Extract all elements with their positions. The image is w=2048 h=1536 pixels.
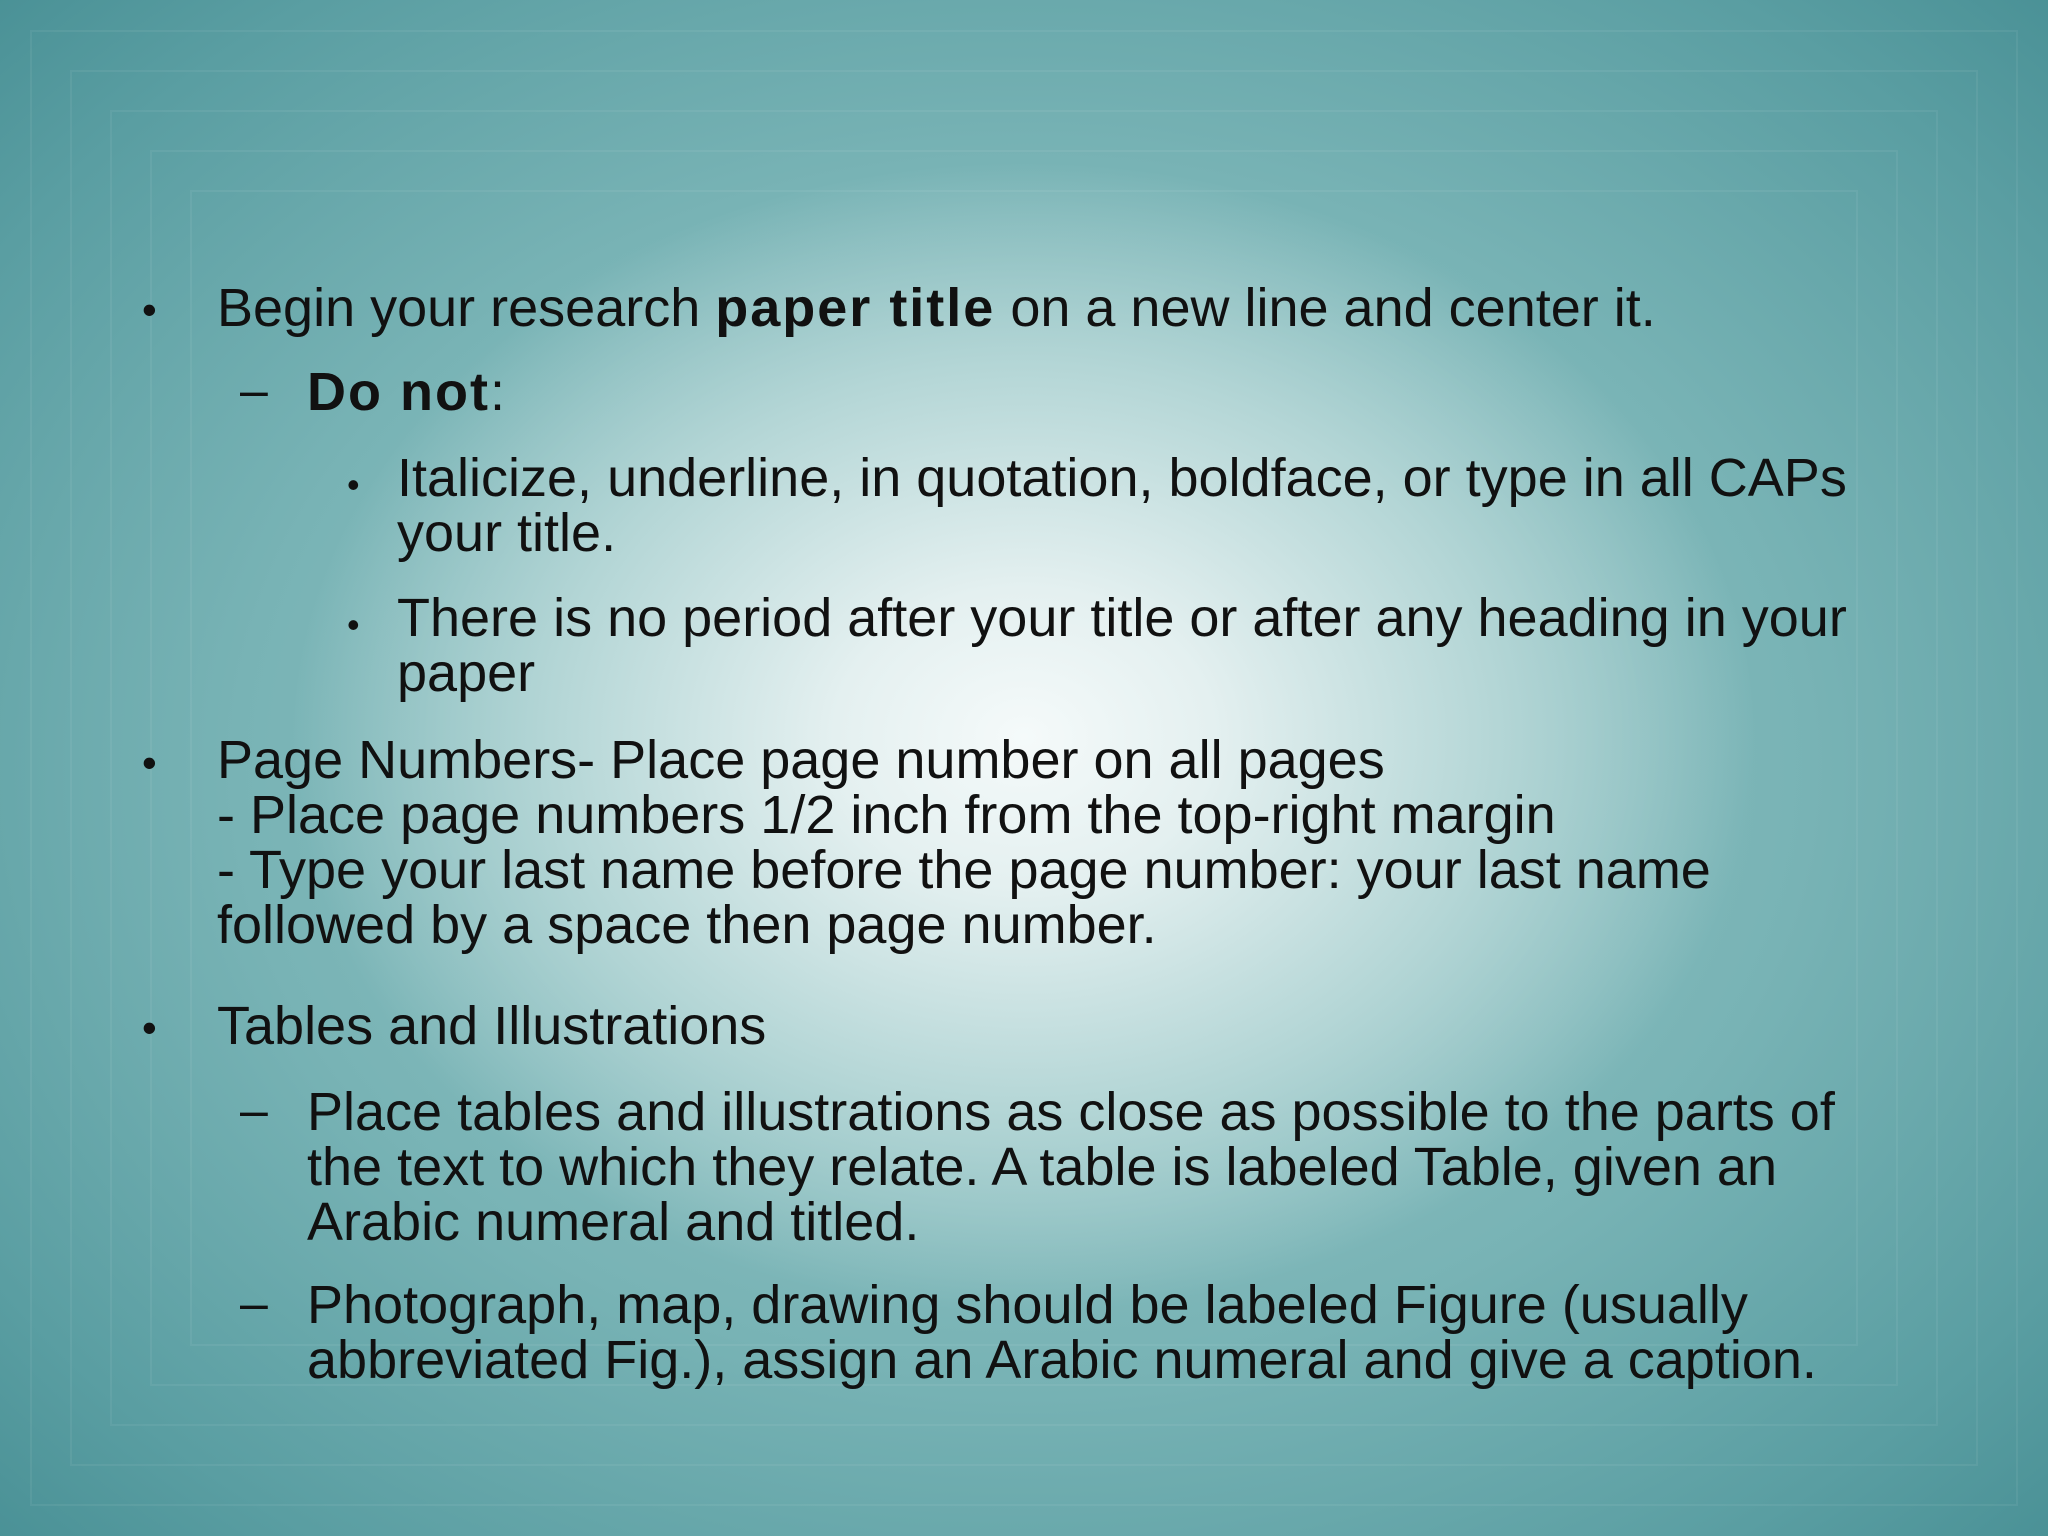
item-text: Begin your research	[217, 278, 716, 338]
item-text: on a new line and center it.	[995, 278, 1656, 338]
item-text-line: your title.	[397, 503, 617, 563]
bullet-marker: •	[142, 286, 157, 333]
item-text-line: - Place page numbers 1/2 inch from the top-right margin	[217, 785, 1556, 845]
item-text-line: abbreviated Fig.), assign an Arabic numeral and give a caption.	[307, 1330, 1817, 1390]
dash-marker: –	[240, 1082, 268, 1138]
item-text-line: Page Numbers- Place page number on all pages	[217, 730, 1385, 790]
item-begin-title	[217, 278, 1656, 338]
dash-marker: –	[240, 362, 268, 418]
item-text-line: There is no period after your title or after any heading in your	[397, 588, 1847, 648]
item-text-line: the text to which they relate. A table is labeled Table, given an	[307, 1137, 1777, 1197]
bullet-marker: •	[142, 1004, 157, 1051]
item-text: :	[489, 362, 505, 422]
bold-text: Do not	[307, 362, 490, 422]
bold-text: paper title	[715, 278, 996, 338]
bullet-marker: •	[142, 739, 157, 786]
item-text-line: Photograph, map, drawing should be labeled Figure (usually	[307, 1275, 1748, 1335]
item-text-line: - Type your last name before the page number: your last name	[217, 840, 1711, 900]
item-text-line: Italicize, underline, in quotation, boldface, or type in all CAPs	[397, 448, 1847, 508]
bullet-marker: •	[347, 604, 360, 645]
item-do-not	[307, 362, 505, 422]
dash-marker: –	[240, 1275, 268, 1331]
item-text-line: followed by a space then page number.	[217, 895, 1157, 955]
item-text-line: Place tables and illustrations as close as possible to the parts of	[307, 1082, 1835, 1142]
item-text-line: Arabic numeral and titled.	[307, 1192, 920, 1252]
item-text-line: paper	[397, 643, 536, 703]
item-text-line: Tables and Illustrations	[217, 996, 767, 1056]
bullet-marker: •	[347, 464, 360, 505]
